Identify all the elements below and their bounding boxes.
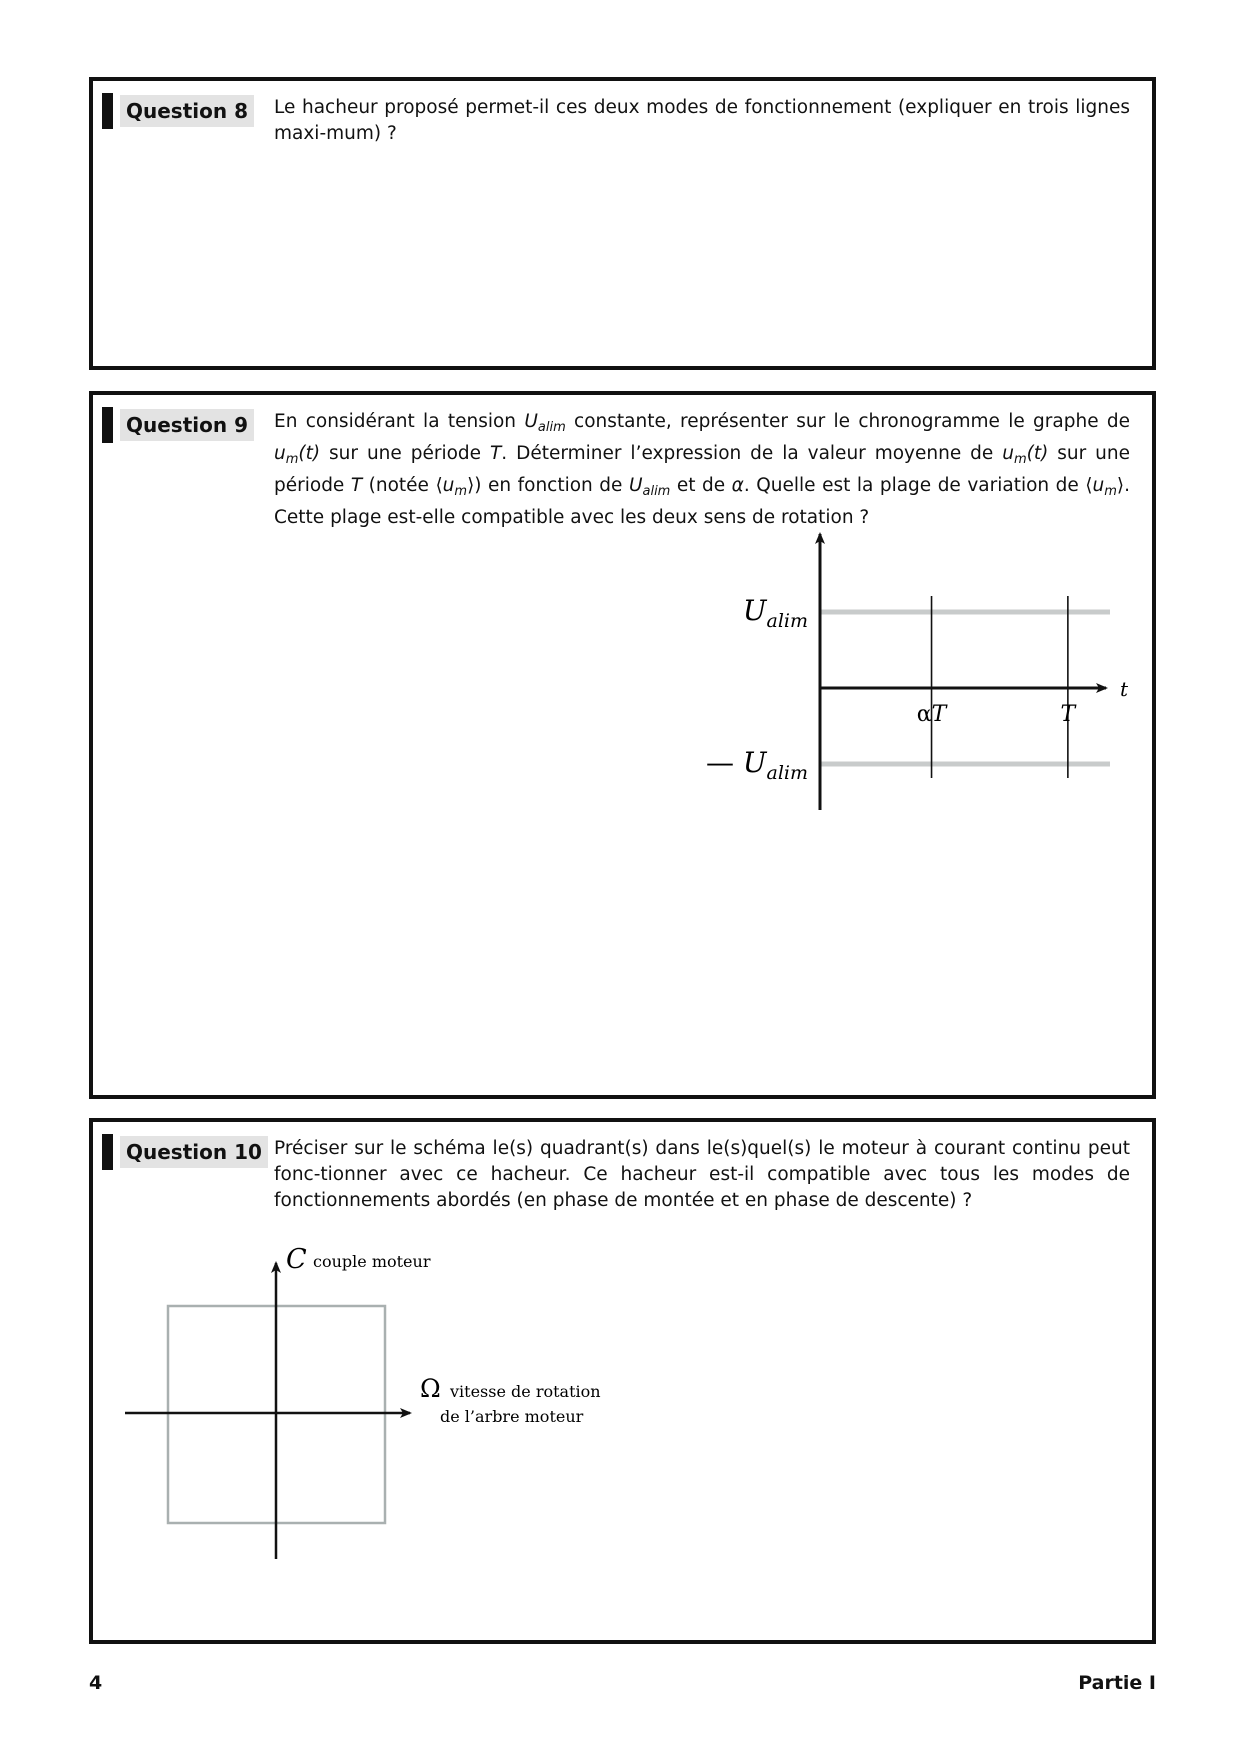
angle-close: ⟩ bbox=[1116, 475, 1125, 496]
speed-label-line1: vitesse de rotation bbox=[450, 1382, 601, 1401]
question-8-text: Le hacheur proposé permet-il ces deux modes de fonctionnement (expliquer en trois lignes maxi-mum) ? bbox=[274, 97, 1130, 144]
text-fragment: En considérant la tension bbox=[274, 411, 525, 432]
quadrant-diagram bbox=[110, 1235, 610, 1570]
speed-symbol: Ω bbox=[420, 1374, 441, 1403]
symbol-um: u bbox=[1002, 443, 1014, 464]
question-8-label bbox=[102, 93, 254, 129]
text-fragment: ) en fonction de bbox=[474, 475, 629, 496]
label-marker bbox=[102, 407, 113, 443]
question-9-text bbox=[274, 409, 1130, 531]
symbol-sub: m bbox=[285, 452, 299, 467]
text-fragment: sur une période bbox=[320, 443, 490, 464]
tick-label-1: T bbox=[1060, 702, 1076, 727]
torque-label: couple moteur bbox=[313, 1252, 431, 1271]
angle-open: ⟨ bbox=[435, 475, 443, 496]
symbol-um: u bbox=[442, 475, 455, 496]
level-label-neg: — $U_{alim}$ bbox=[705, 746, 808, 784]
angle-close: ⟩ bbox=[467, 475, 475, 496]
text-fragment: sur une période bbox=[274, 443, 1130, 496]
symbol-sub: m bbox=[454, 484, 468, 499]
question-9-label bbox=[102, 407, 254, 443]
symbol-um: u bbox=[274, 443, 286, 464]
symbol-u: U bbox=[628, 475, 643, 496]
text-fragment: . Cette plage est-elle compatible avec les deux sens de rotation ? bbox=[274, 475, 1131, 528]
label-marker bbox=[102, 93, 113, 129]
text-fragment: (notée bbox=[362, 475, 436, 496]
symbol-t: T bbox=[489, 443, 502, 464]
symbol-sub: alim bbox=[642, 484, 671, 499]
torque-symbol: C bbox=[286, 1244, 307, 1275]
question-10-label bbox=[102, 1134, 268, 1170]
text-fragment: et de bbox=[670, 475, 732, 496]
tick-label-0: αT bbox=[916, 702, 947, 727]
section-label: Partie I bbox=[1078, 1672, 1156, 1694]
symbol-u: U bbox=[524, 411, 538, 432]
label-marker bbox=[102, 1134, 113, 1170]
symbol-arg: (t) bbox=[298, 443, 321, 464]
question-10-tag: Question 10 bbox=[120, 1136, 268, 1168]
symbol-sub: m bbox=[1104, 484, 1117, 499]
symbol-arg: (t) bbox=[1026, 443, 1049, 464]
question-8-tag: Question 8 bbox=[120, 95, 254, 127]
symbol-um: u bbox=[1092, 475, 1105, 496]
text-fragment: constante, représenter sur le chronogramme le graphe de bbox=[565, 411, 1131, 432]
speed-label-line2: de l’arbre moteur bbox=[440, 1407, 584, 1426]
angle-open: ⟨ bbox=[1085, 475, 1093, 496]
symbol-t: T bbox=[350, 475, 363, 496]
level-label-pos: $U_{alim}$ bbox=[742, 594, 808, 632]
text-fragment: . Déterminer l’expression de la valeur moyenne de bbox=[501, 443, 1003, 464]
symbol-sub: m bbox=[1013, 452, 1027, 467]
question-8-box bbox=[89, 77, 1156, 370]
chronogram-chart bbox=[680, 520, 1160, 820]
question-9-tag: Question 9 bbox=[120, 409, 254, 441]
question-10-text: Préciser sur le schéma le(s) quadrant(s) dans le(s)quel(s) le moteur à courant continu peut fonc-tionner avec ce hacheur. Ce hacheur est-il compatible avec tous les modes de fonctionnements abordés (en phase de montée et en phase de descente) ? bbox=[274, 1138, 1130, 1211]
text-fragment: . Quelle est la plage de variation de bbox=[743, 475, 1086, 496]
page-number: 4 bbox=[89, 1672, 103, 1694]
symbol-sub: alim bbox=[537, 420, 566, 435]
x-axis-label: t bbox=[1120, 677, 1129, 701]
symbol-alpha: α bbox=[731, 475, 744, 496]
